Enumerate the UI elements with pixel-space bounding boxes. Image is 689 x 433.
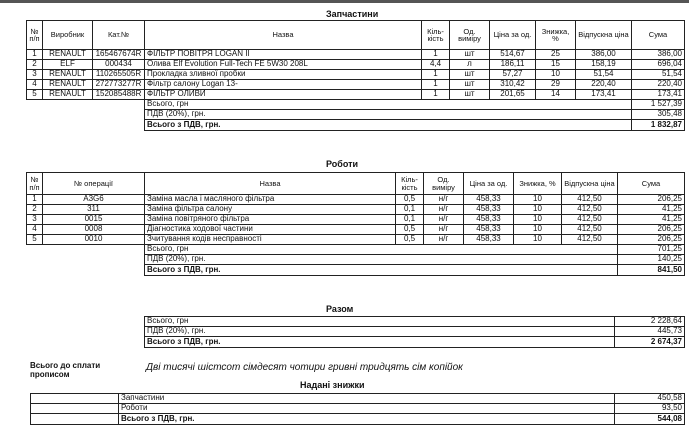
- table-row: [27, 235, 685, 245]
- grand-total-value: 1 832,87: [632, 120, 685, 131]
- col-unit: Од. виміру: [424, 173, 464, 195]
- table-row: [27, 80, 685, 90]
- row-disc: 10: [514, 205, 562, 215]
- col-unit: Од. виміру: [450, 21, 490, 50]
- row-sale: 173,41: [576, 90, 632, 100]
- row-sale: 386,00: [576, 50, 632, 60]
- row-maker: RENAULT: [43, 90, 93, 100]
- col-num: № п/п: [27, 173, 43, 195]
- row-cat: 000434: [93, 60, 145, 70]
- row-num: 4: [27, 80, 43, 90]
- row-maker: ELF: [43, 60, 93, 70]
- col-op: № операції: [43, 173, 145, 195]
- row-name: Фільтр салону Logan 13-: [145, 80, 422, 90]
- total-label: Всього, грн: [145, 245, 618, 255]
- row-unit: н/г: [424, 225, 464, 235]
- parts-vat-row: [27, 110, 685, 120]
- discount-value: 93,50: [615, 404, 685, 414]
- row-num: 1: [27, 50, 43, 60]
- row-sum: 386,00: [632, 50, 685, 60]
- table-row: [27, 50, 685, 60]
- row-name: Заміна фільтра салону: [145, 205, 396, 215]
- row-price: 458,33: [464, 205, 514, 215]
- total-value: 2 228,64: [615, 317, 685, 327]
- row-name: ФІЛЬТР ОЛИВИ: [145, 90, 422, 100]
- grand-total-label: Всього з ПДВ, грн.: [145, 337, 615, 348]
- parts-header-row: [27, 21, 685, 50]
- row-qty: 4,4: [422, 60, 450, 70]
- vat-label: ПДВ (20%), грн.: [145, 327, 615, 337]
- row-maker: RENAULT: [43, 70, 93, 80]
- discount-total-label: Всього з ПДВ, грн.: [119, 414, 615, 425]
- row-cat: 110265505R: [93, 70, 145, 80]
- grand-total-value: 841,50: [618, 265, 685, 276]
- col-maker: Виробник: [43, 21, 93, 50]
- grand-total-label: Всього з ПДВ, грн.: [145, 120, 632, 131]
- discounts-table: [30, 393, 685, 425]
- row-price: 57,27: [490, 70, 536, 80]
- row-sum: 696,04: [632, 60, 685, 70]
- row-sale: 51,54: [576, 70, 632, 80]
- summary-vat-row: [145, 327, 685, 337]
- payment-label-line1: Всього до сплати: [30, 361, 101, 370]
- table-row: [27, 225, 685, 235]
- total-value: 1 527,39: [632, 100, 685, 110]
- row-disc: 25: [536, 50, 576, 60]
- total-label: Всього, грн: [145, 100, 632, 110]
- row-unit: шт: [450, 80, 490, 90]
- discount-total-value: 544,08: [615, 414, 685, 425]
- row-num: 5: [27, 90, 43, 100]
- col-sale: Відпускна ціна: [562, 173, 618, 195]
- payment-label: [30, 362, 100, 380]
- row-qty: 0,5: [396, 225, 424, 235]
- row-sale: 412,50: [562, 205, 618, 215]
- col-sale: Відпускна ціна: [576, 21, 632, 50]
- row-price: 310,42: [490, 80, 536, 90]
- row-sum: 206,25: [618, 195, 685, 205]
- row-sum: 206,25: [618, 235, 685, 245]
- table-row: [27, 215, 685, 225]
- row-num: 3: [27, 215, 43, 225]
- row-sum: 220,40: [632, 80, 685, 90]
- row-num: 2: [27, 60, 43, 70]
- row-disc: 15: [536, 60, 576, 70]
- row-sale: 412,50: [562, 235, 618, 245]
- row-sale: 220,40: [576, 80, 632, 90]
- vat-label: ПДВ (20%), грн.: [145, 110, 632, 120]
- row-unit: н/г: [424, 205, 464, 215]
- row-op: 311: [43, 205, 145, 215]
- total-value: 701,25: [618, 245, 685, 255]
- works-vat-row: [27, 255, 685, 265]
- row-price: 458,33: [464, 235, 514, 245]
- row-unit: н/г: [424, 235, 464, 245]
- summary-title: Разом: [326, 304, 354, 314]
- row-sum: 41,25: [618, 205, 685, 215]
- works-header-row: [27, 173, 685, 195]
- col-name: Назва: [145, 173, 396, 195]
- works-title: Роботи: [326, 159, 359, 169]
- row-name: Діагностика ходової частини: [145, 225, 396, 235]
- row-qty: 0,5: [396, 195, 424, 205]
- row-disc: 10: [514, 195, 562, 205]
- parts-grand-total-row: [27, 120, 685, 131]
- row-name: Прокладка зливної пробки: [145, 70, 422, 80]
- col-disc: Знижка, %: [514, 173, 562, 195]
- row-op: A3G6: [43, 195, 145, 205]
- summary-table: [144, 316, 685, 348]
- row-unit: шт: [450, 50, 490, 60]
- row-name: Заміна масла і масляного фільтра: [145, 195, 396, 205]
- row-name: Заміна повітряного фільтра: [145, 215, 396, 225]
- row-unit: шт: [450, 70, 490, 80]
- row-name: ФІЛЬТР ПОВІТРЯ LOGAN II: [145, 50, 422, 60]
- row-sum: 51,54: [632, 70, 685, 80]
- table-row: [27, 90, 685, 100]
- row-price: 514,67: [490, 50, 536, 60]
- row-price: 458,33: [464, 195, 514, 205]
- row-price: 458,33: [464, 215, 514, 225]
- col-price: Ціна за од.: [464, 173, 514, 195]
- row-qty: 1: [422, 90, 450, 100]
- row-price: 201,65: [490, 90, 536, 100]
- row-disc: 14: [536, 90, 576, 100]
- row-disc: 10: [536, 70, 576, 80]
- row-op: 0010: [43, 235, 145, 245]
- row-cat: 152085488R: [93, 90, 145, 100]
- works-table: [26, 172, 685, 276]
- parts-title: Запчастини: [326, 9, 379, 19]
- row-cat: 272773277R: [93, 80, 145, 90]
- row-sum: 173,41: [632, 90, 685, 100]
- row-price: 458,33: [464, 225, 514, 235]
- discount-value: 450,58: [615, 394, 685, 404]
- row-qty: 0,5: [396, 235, 424, 245]
- row-num: 4: [27, 225, 43, 235]
- row-sale: 412,50: [562, 225, 618, 235]
- parts-table: [26, 20, 685, 131]
- vat-value: 445,73: [615, 327, 685, 337]
- row-disc: 10: [514, 235, 562, 245]
- col-sum: Сума: [632, 21, 685, 50]
- row-unit: л: [450, 60, 490, 70]
- row-cat: 165467674R: [93, 50, 145, 60]
- works-grand-total-row: [27, 265, 685, 276]
- table-row: [27, 195, 685, 205]
- table-row: [27, 70, 685, 80]
- row-sale: 158,19: [576, 60, 632, 70]
- col-price: Ціна за од.: [490, 21, 536, 50]
- vat-value: 140,25: [618, 255, 685, 265]
- row-name: Олива Elf Evolution Full-Tech FE 5W30 208L: [145, 60, 422, 70]
- row-unit: шт: [450, 90, 490, 100]
- row-maker: RENAULT: [43, 80, 93, 90]
- discounts-title: Надані знижки: [300, 380, 365, 390]
- row-unit: н/г: [424, 195, 464, 205]
- col-qty: Кіль-кість: [422, 21, 450, 50]
- row-name: Зчитування кодів несправності: [145, 235, 396, 245]
- row-num: 1: [27, 195, 43, 205]
- row-num: 3: [27, 70, 43, 80]
- row-op: 0008: [43, 225, 145, 235]
- col-disc: Знижка, %: [536, 21, 576, 50]
- total-label: Всього, грн: [145, 317, 615, 327]
- works-total-row: [27, 245, 685, 255]
- parts-total-row: [27, 100, 685, 110]
- row-disc: 10: [514, 225, 562, 235]
- col-qty: Кіль-кість: [396, 173, 424, 195]
- col-sum: Сума: [618, 173, 685, 195]
- vat-value: 305,48: [632, 110, 685, 120]
- grand-total-value: 2 674,37: [615, 337, 685, 348]
- row-sum: 41,25: [618, 215, 685, 225]
- row-num: 5: [27, 235, 43, 245]
- table-row: [27, 60, 685, 70]
- row-op: 0015: [43, 215, 145, 225]
- summary-total-row: [145, 317, 685, 327]
- row-sum: 206,25: [618, 225, 685, 235]
- discount-row: [31, 394, 685, 404]
- row-unit: н/г: [424, 215, 464, 225]
- payment-label-line2: прописом: [30, 369, 70, 379]
- discount-total-row: [31, 414, 685, 425]
- col-num: № п/п: [27, 21, 43, 50]
- row-num: 2: [27, 205, 43, 215]
- row-price: 186,11: [490, 60, 536, 70]
- row-sale: 412,50: [562, 215, 618, 225]
- row-qty: 1: [422, 80, 450, 90]
- row-qty: 0,1: [396, 215, 424, 225]
- discount-row: [31, 404, 685, 414]
- row-disc: 29: [536, 80, 576, 90]
- row-qty: 1: [422, 50, 450, 60]
- row-qty: 0,1: [396, 205, 424, 215]
- col-cat: Кат.№: [93, 21, 145, 50]
- discount-label: Роботи: [119, 404, 615, 414]
- summary-grand-total-row: [145, 337, 685, 348]
- row-qty: 1: [422, 70, 450, 80]
- col-name: Назва: [145, 21, 422, 50]
- row-sale: 412,50: [562, 195, 618, 205]
- row-maker: RENAULT: [43, 50, 93, 60]
- row-disc: 10: [514, 215, 562, 225]
- top-edge: [0, 0, 689, 3]
- payment-words: Дві тисячі шістсот сімдесят чотири гривні тридцять сім копійок: [146, 362, 463, 373]
- discount-label: Запчастини: [119, 394, 615, 404]
- table-row: [27, 205, 685, 215]
- grand-total-label: Всього з ПДВ, грн.: [145, 265, 618, 276]
- vat-label: ПДВ (20%), грн.: [145, 255, 618, 265]
